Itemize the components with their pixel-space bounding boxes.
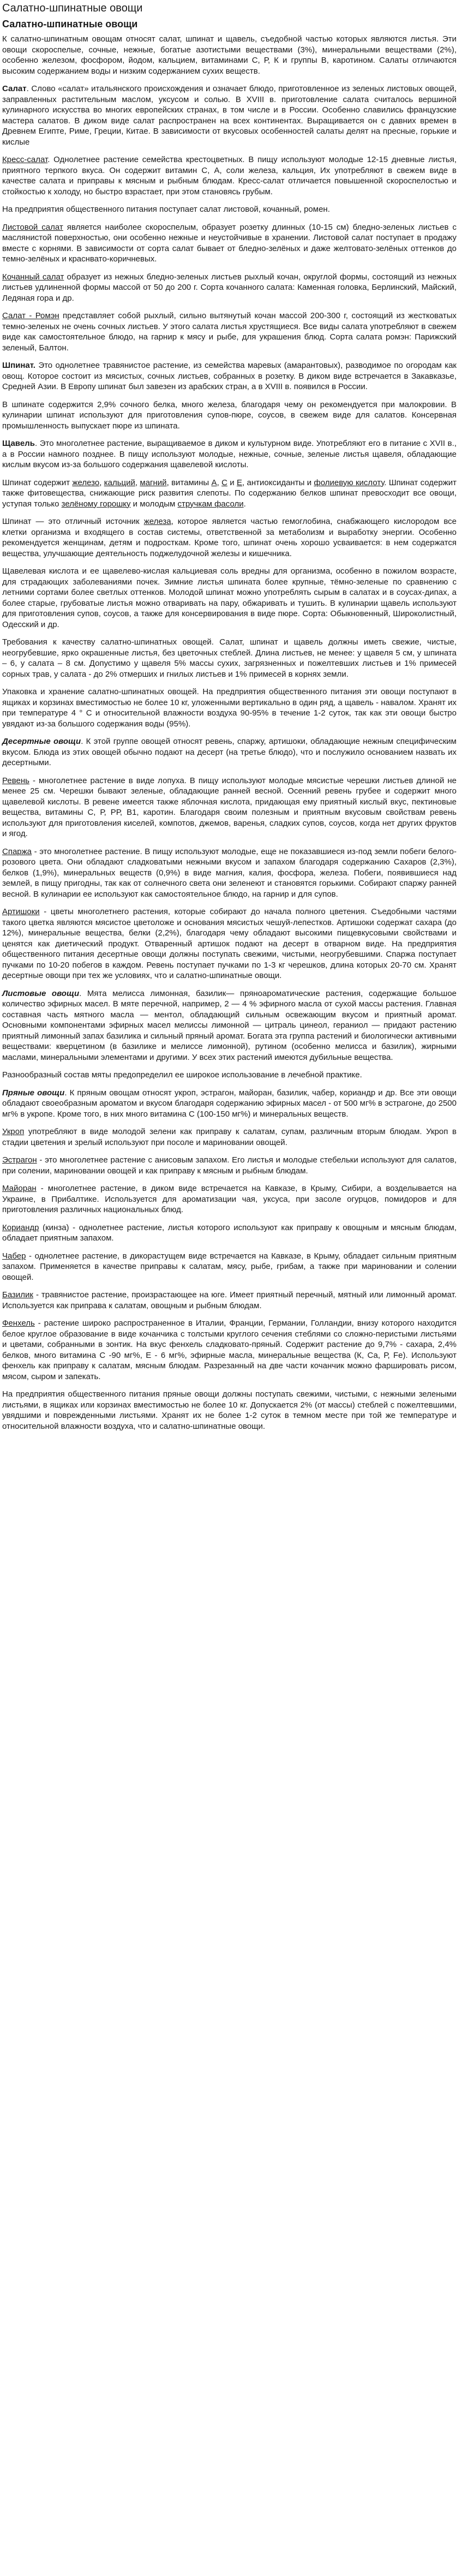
document-heading: Салатно-шпинатные овощи [2, 19, 138, 29]
term-underlined: Листовой салат [2, 222, 63, 232]
inline-link[interactable]: магний [140, 478, 167, 487]
text-run: Требования к качеству салатно-шпинатных овощей. Салат, шпинат и щавель должны иметь свежие, чистые, неогрубевшие, ярко окрашенные листья, без цветочных стеблей. Длина листьев, не менее: у щавеля 5 см, у шпината – 6, у салата – 8 см. Допустимо у щавеля 5% массы сухих, загрязненных и пожелтевших листьев и 1% примесей сорных трав, у салата - до 2% отмерших и гнилых листьев и 1% примесей в корнях земли. [2, 637, 457, 679]
text-run: , [217, 478, 222, 487]
term-underlined: Фенхель [2, 1319, 35, 1328]
text-run: , [99, 478, 104, 487]
paragraph [2, 1318, 457, 1382]
text-run: . К пряным овощам относят укроп, эстрагон, майоран, базилик, чабер, кориандр и др. Все эти овощи обладают своеобразным ароматом и вкусом благодаря содержанию эфирных масел - от 500 мг% в эстрагоне, до 2500 мг% в укропе. Кроме того, в них много витамина С (100-150 мг%) и минеральных веществ. [2, 1088, 457, 1119]
text-run: . Шпинат содержит также фитовещества, снижающие риск развития слепоты. По содержанию белков шпинат превосходит все овощи, уступая только [2, 478, 457, 509]
text-run: - цветы многолетнего растения, которые собирают до начала полного цветения. Съедобными частями такого цветка являются мясистое цветоложе и основания мясистых чешуй-лепестков. Артишоки содержат сахара (до 12%), минеральные вещества, белки (2,2%), благодаря чему обладают высокими пищевкусовыми свойствами и ценятся как диетический продукт. Отваренный артишок подают на десерт в отварном виде. На предприятия общественного питания десертные овощи должны поступать свежими, чистыми, неогрубевшими. Спаржа поступает пучками по 10-20 побегов в каждом. Ревень поступает пучками по 1-3 кг черешков, длина которых 20-70 см. Хранят десертные овощи при тех же условиях, что и салатно-шпинатные овощи. [2, 907, 457, 980]
paragraph [2, 736, 457, 768]
text-run: и [227, 478, 237, 487]
text-run: - растение широко распространенное в Италии, Франции, Германии, Голландии, внизу которого находится белое круглое образование в виде кочанчика с толстыми круглого сечения стеблями со сложно-перистыми листьями и цветами, собранными в зонтик. На вкус фенхель сладковато-пряный. Содержит растение до 9,7% - сахара, 2,4% белков, много витамина С -90 мг%, Е - 6 мг%, эфирные масла, минеральные вещества (К, Са, Р, Fe). Используют фенхель как приправу к салатам, мясным блюдам. Разрезанный на две части кочанчик можно фаршировать рисом, мясом, сыром и запекать. [2, 1319, 457, 1381]
paragraph [2, 776, 457, 839]
text-run: В шпинате содержится 2,9% сочного белка, много железа, благодаря чему он рекомендуется при малокровии. В кулинарии шпинат используют для приготовления супов-пюре, соусов, в свежем виде для салатов. Консервная промышленность выпускает пюре из шпината. [2, 399, 457, 431]
paragraph [2, 566, 457, 630]
paragraph [2, 1251, 457, 1283]
text-run: На предприятия общественного питания пряные овощи должны поступать свежими, чистыми, с нежными зелеными листьями, в ящиках или корзинах вместимостью не более 10 кг. Допускается 2% (от массы) стеблей с пожелтевшими, увядшими и поврежденными листьями. Хранят их не более 1-2 суток в темном месте при той же температуре и относительной влажности воздуха, что и салатно-шпинатные овощи. [2, 1390, 457, 1431]
text-run: , которое является частью гемоглобина, снабжающего кислородом все клетки организма и входящего в состав системы, ответственной за метаболизм и выработку энергии. Особенно рекомендуется женщинам, детям и подросткам. Кроме того, шпинат очень хорошо усваивается: в нем содержатся вещества, улучшающие деятельность поджелудочной железы и кишечника. [2, 517, 457, 558]
section-term: Листовые овощи [2, 988, 80, 998]
text-run: образует из нежных бледно-зеленых листьев рыхлый кочан, округлой формы, состоящий из нежных листьев удлиненной формы массой от 50 до 200 г. Сорта кочанного салата: Каменная головка, Берлинский, Майский, Ледяная гора и др. [2, 272, 457, 303]
text-run: . Мята мелисса лимонная, базилик— пряноароматические растения, содержащие большое количество эфирных масел. В мяте перечной, например, 2 — 4 % эфирного масла от сухой массы растения. Главная составная часть мятного масла — ментол, обладающий сильным освежающим вкусом и приятный аромат. Основными компонентами эфирных масел мелиссы лимонной — цитраль цинеол, гераниол — придают растению приятный лимонный запах базилика и сильный пряный аромат. Богата эта группа растений и биологически активными веществами: кверцетином (в базилике и мелиссе лимонной), рутином (особенно мелисса и базилик), жирными маслами, минеральными элементами и другими. У всех этих растений имеются дубильные вещества. [2, 988, 457, 1062]
text-run: Это однолетнее травянистое растение, из семейства маревых (амарантовых), разводимое по огородам как овощ. Которое состоит из мясистых, сочных листьев, собранных в розетку. В диком виде встречается в Закавказье, Средней Азии. В Европу шпинат был завезен из арабских стран, а в XVIII в. появился в России. [2, 361, 457, 391]
inline-link[interactable]: кальций [104, 478, 135, 487]
section-term: Десертные овощи [2, 737, 81, 746]
inline-link[interactable]: железо [72, 478, 100, 487]
text-run: употребляют в виде молодой зелени как приправу к салатам, супам, различным вторым блюдам. Укроп в стадии цветения и зрелый используют при посоле и мариновании овощей. [2, 1127, 457, 1147]
inline-link[interactable]: фолиевую кислоту [314, 478, 385, 487]
paragraph [2, 1290, 457, 1311]
term-underlined: Чабер [2, 1251, 26, 1261]
paragraph [2, 204, 457, 215]
paragraph [2, 687, 457, 729]
text-run: . Слово «салат» итальянского происхождения и означает блюдо, приготовленное из зеленых листовых овощей, заправленных растительным маслом, уксусом и солью. В XVIII в. приготовление салата считалось вершиной кулинарного искусства во многих европейских странах, в том числе и в России. Особенно славились французские мастера салатов. В диком виде салат распространен на всех континентах. Выращивается он с давних времен в Древнем Египте, Риме, Греции, Китае. В зависимости от вкусовых особенностей салаты делят на пресные, горькие и кислые [2, 84, 457, 147]
paragraph [2, 907, 457, 981]
paragraph [2, 438, 457, 470]
text-run: , [135, 478, 140, 487]
paragraph [2, 34, 457, 76]
term-underlined: Спаржа [2, 846, 32, 856]
paragraph [2, 1088, 457, 1120]
paragraph [2, 1183, 457, 1215]
text-run: К салатно-шпинатным овощам относят салат, шпинат и щавель, съедобной частью которых являются листья. Эти овощи скороспелые, сочные, нежные, богатые азотистыми веществами (3%), минеральными веществами (2%), особенно железом, фосфором, йодом, кальцием, витаминами С, Р, К и группы В, каротином. Салаты отличаются высоким содержанием воды и низким содержанием сухих веществ. [2, 34, 457, 76]
text-run: - многолетнее растение, в диком виде встречается на Кавказе, в Крыму, Сибири, а возделывается на Украине, в Прибалтике. Используется для ароматизации чая, уксуса, при засоле огурцов, помидоров и для приготовления различных национальных блюд. [2, 1184, 457, 1214]
text-run: - многолетнее растение в виде лопуха. В пищу используют молодые мясистые черешки листьев длиной не менее 25 см. Черешки бывают зеленые, обладающие ранней весной. Осенний ревень грубее и содержит много щавелевой кислоты. В ревене имеется также яблочная кислота, придающая ему приятный кислый вкус, пектиновые вещества, витамины С, Р, РР, В1, каротин. Благодаря своим полезным и приятным вкусовым свойствам ревень используют для приготовления киселей, компотов, джемов, варенья, сладких супов, соусов, когда нет других фруктов и ягод. [2, 776, 457, 838]
paragraph [2, 84, 457, 147]
text-run: Упаковка и хранение салатно-шпинатных овощей. На предприятия общественного питания эти овощи поступают в ящиках и корзинах вместимостью не более 10 кг, уложенными вертикально в один ряд, а щавель - навалом. Хранят их при температуре 4 ° С и относительной влажности воздуха 90-95% в течение 1-2 суток, так как эти овощи быстро увядают из-за большого содержания воды (95%). [2, 687, 457, 729]
paragraph [2, 846, 457, 900]
inline-link[interactable]: С [221, 478, 227, 487]
term-underlined: Салат - Ромэн [2, 311, 59, 320]
paragraph [2, 222, 457, 265]
text-run: . Это многолетнее растение, выращиваемое в диком и культурном виде. Употребляют его в питание с XVII в., а в России намного позднее. В пищу используют молодые, нежные, сочные, зеленые листья щавеля, обладающие кислым вкусом из-за большого содержания щавелевой кислоты. [2, 439, 457, 469]
term-underlined: Майоран [2, 1184, 37, 1193]
inline-link[interactable]: зелёному горошку [61, 499, 131, 509]
paragraph [2, 311, 457, 353]
text-run: - это многолетнее растение. В пищу используют молодые, еще не показавшиеся из-под земли побеги белого-розового цвета. Они обладают сладковатыми нежными вкусом и запахом благодаря содержанию Сахаров (2,3%), белков (1,9%), минеральных веществ (0,9%) в виде магния, калия, фосфора, железа. Побеги, появившиеся над землей, в пищу пригодны, так как от солнечного света они зеленеют и становятся горькими. Собирают спаржу ранней весной. В кулинарии ее используют как самостоятельное блюдо, на гарнир и для супов. [2, 846, 457, 899]
paragraph [2, 1126, 457, 1148]
paragraph [2, 154, 457, 197]
text-run: , антиоксиданты и [242, 478, 314, 487]
text-run: Шпинат содержит [2, 478, 73, 487]
text-run: представляет собой рыхлый, сильно вытянутый кочан массой 200-300 г, состоящий из жестковатых темно-зеленых не очень сочных листьев. У этого салата листья хрустящиеся. Все виды салата употребляют в свежем виде как самостоятельное блюдо, на гарнир к мясу и рыбе, для украшения блюд. Сорта салата ромэн: Парижский зеленый, Балтон. [2, 311, 457, 353]
section-term: Пряные овощи [2, 1088, 65, 1098]
text-run: Щавелевая кислота и ее щавелево-кислая кальциевая соль вредны для организма, особенно в пожилом возрасте, для страдающих заболеваниями почек. Зимние листья шпината более крупные, тёмно-зеленые по сравнению с летними сортами более светлых оттенков. Молодой шпинат можно употреблять сырым в салатах и в соусах-дипах, а более старые, грубоватые листья можно отваривать на пару, обжаривать и тушить. В кулинарии щавель используют для приготовления супов, соусов, а также для консервирования в виде пюре. Сорта: Обыкновенный, Широколистный, Одесский и др. [2, 567, 457, 629]
term-underlined: Базилик [2, 1290, 33, 1299]
paragraph [2, 1155, 457, 1176]
term-heading: Шпинат. [2, 361, 35, 370]
term-underlined: Эстрагон [2, 1155, 37, 1165]
term-heading: Салат [2, 84, 27, 93]
term-heading: Щавель [2, 439, 35, 448]
paragraph [2, 516, 457, 559]
article-body [2, 34, 457, 1432]
text-run: . Однолетнее растение семейства крестоцветных. В пищу используют молодые 12-15 дневные листья, приятного терпкого вкуса. Он содержит витамин С, А, соли железа, кальция, Их употребляют в свежем виде в качестве салата и приправы к мясным и рыбным блюдам. Кресс-салат отличается повышенной скороспелостью и стойкостью к холоду, но быстро взрастает, при этом становясь грубым. [2, 155, 457, 196]
inline-link[interactable]: Е [236, 478, 242, 487]
text-run: . [243, 499, 246, 509]
inline-link[interactable]: железа [143, 517, 171, 526]
paragraph [2, 1070, 457, 1081]
term-underlined: Кресс-салат [2, 155, 48, 164]
page-title: Салатно-шпинатные овощи [2, 2, 143, 14]
paragraph [2, 1389, 457, 1432]
paragraph [2, 1223, 457, 1244]
term-underlined: Кочанный салат [2, 272, 64, 282]
text-run: и молодым [130, 499, 178, 509]
paragraph [2, 637, 457, 679]
inline-link[interactable]: стручкам фасоли [177, 499, 244, 509]
text-run: Разнообразный состав мяты предопределил ее широкое использование в лечебной практике. [2, 1070, 362, 1080]
term-underlined: Артишоки [2, 907, 40, 916]
paragraph [2, 399, 457, 432]
text-run: - травянистое растение, произрастающее на юге. Имеет приятный перечный, мятный или лимонный аромат. Используется как приправа к салатам, овощным и рыбным блюдам. [2, 1290, 457, 1310]
term-underlined: Кориандр [2, 1223, 39, 1232]
text-run: . К этой группе овощей относят ревень, спаржу, артишоки, обладающие нежным специфическим вкусом. Блюда из этих овощей обычно подают на десерт (на третье блюдо), что и послужило основанием назвать их десертными. [2, 737, 457, 767]
text-run: (кинза) - однолетнее растение, листья которого используют как приправу к овощным и мясным блюдам, обладает приятным запахом. [2, 1223, 457, 1243]
text-run: , витамины [166, 478, 212, 487]
text-run: - это многолетнее растение с анисовым запахом. Его листья и молодые стебельки используют для салатов, при солении, мариновании овощей и как приправу к мясным и рыбным блюдам. [2, 1155, 457, 1176]
text-run: На предприятия общественного питания поступает салат листовой, кочанный, ромен. [2, 205, 330, 214]
text-run: является наиболее скороспелым, образует розетку длинных (10-15 см) бледно-зеленых листьев с маслянистой поверхностью, они особенно нежные и неустойчивые в хранении. Листовой салат поступает в продажу вместе с корнями. В зависимости от сорта салат бывает от бледно-зелёных и даже желтовато-зелёных оттенков до темно-зелёных и краснвато-коричневых. [2, 222, 457, 264]
paragraph [2, 360, 457, 392]
text-run: Шпинат — это отличный источник [2, 517, 144, 526]
inline-link[interactable]: А [211, 478, 217, 487]
paragraph [2, 988, 457, 1063]
paragraph [2, 478, 457, 510]
term-underlined: Укроп [2, 1127, 25, 1136]
paragraph [2, 272, 457, 304]
term-underlined: Ревень [2, 776, 29, 785]
text-run: - однолетнее растение, в дикорастущем виде встречается на Кавказе, в Крыму, обладает сильным приятным запахом. Применяется в качестве приправы к салатам, мясу, рыбе, грибам, а также при мариновании и солении овощей. [2, 1251, 457, 1282]
